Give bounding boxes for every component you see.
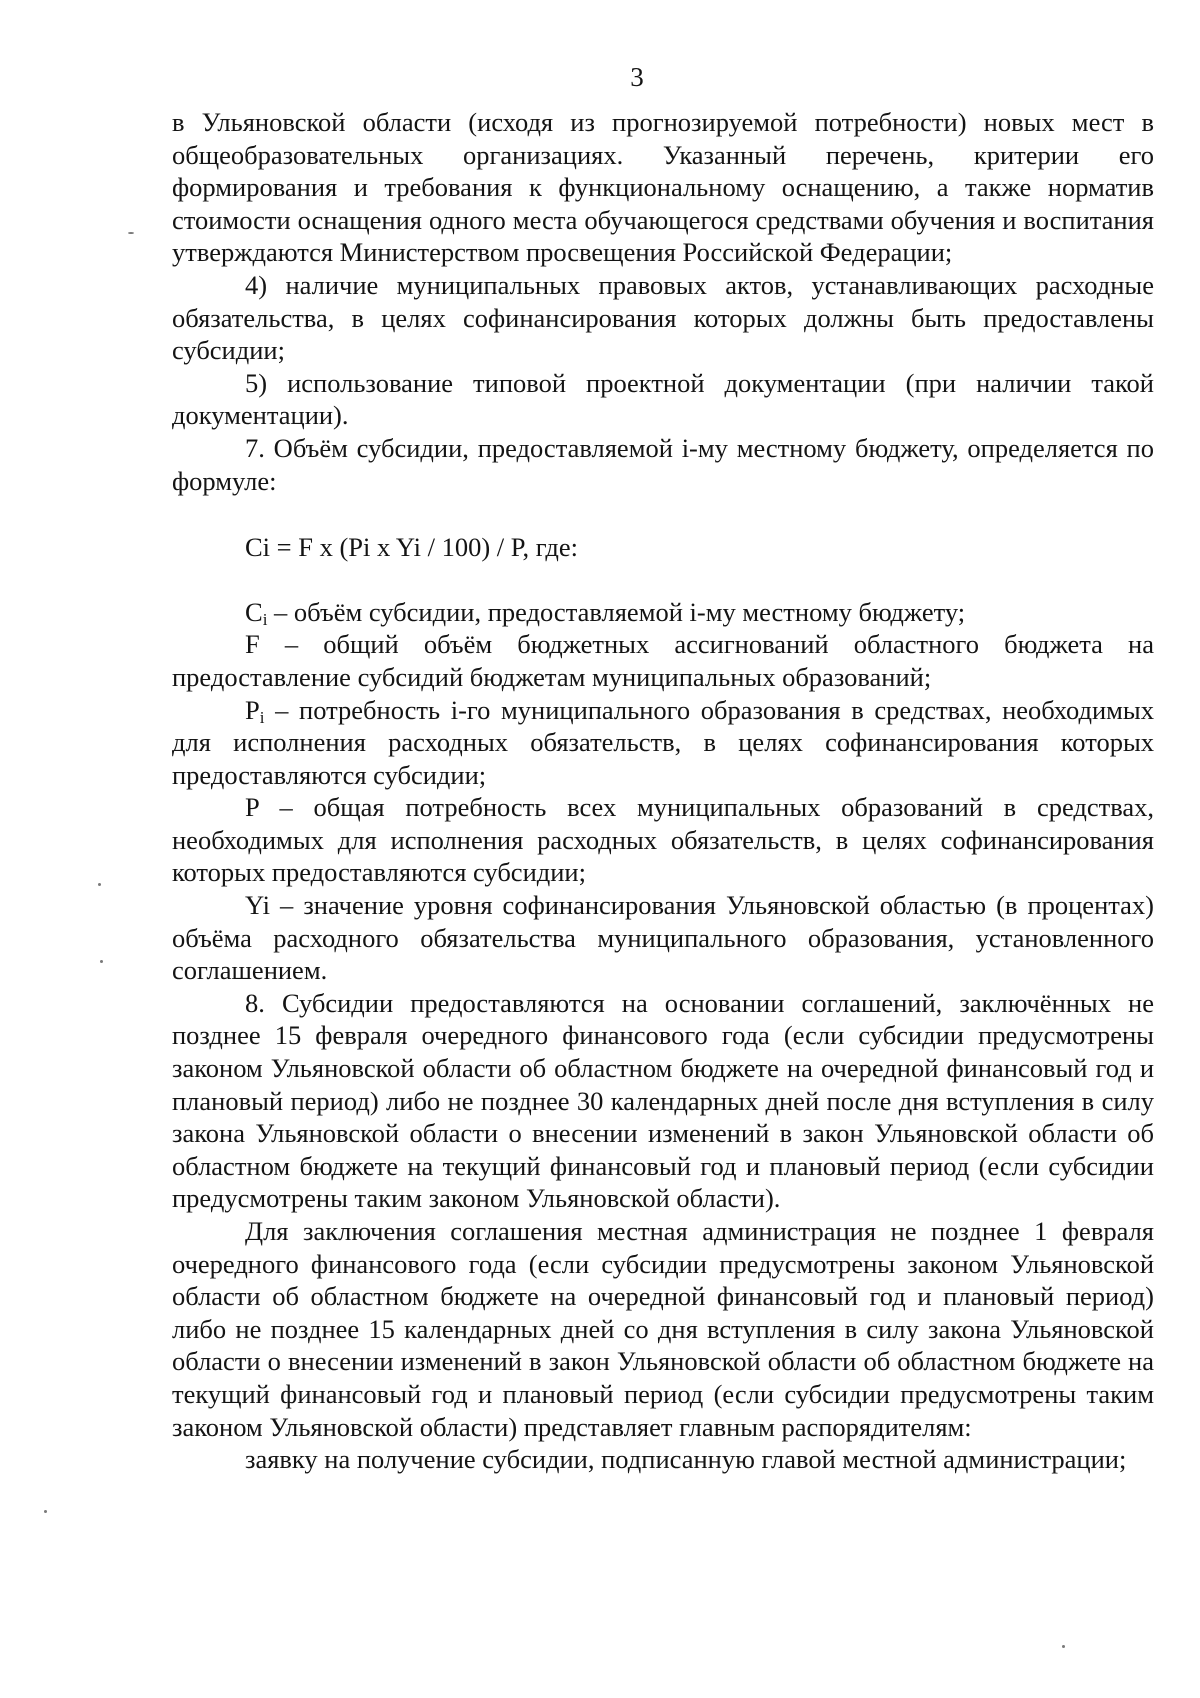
document-body (172, 106, 1154, 1476)
definition-pi-text: – потребность i-го муниципального образования в средствах, необходимых для исполнения расходных обязательств, в целях софинансирования которых предоставляются субсидии; (172, 694, 1154, 790)
paragraph-application-request: заявку на получение субсидии, подписанную главой местной администрации; (245, 1444, 1127, 1475)
definition-yi: Yi – значение уровня софинансирования Ульяновской областью (в процентах) объёма расходного обязательства муниципального образования, установленного соглашением. (172, 890, 1154, 986)
scan-speck (98, 883, 101, 886)
definition-ci (172, 596, 1154, 629)
scan-speck (1062, 1645, 1065, 1648)
subsidy-formula: Ci = F x (Pi x Yi / 100) / P, где: (245, 532, 578, 563)
scan-speck (44, 1510, 47, 1513)
page-number: 3 (630, 62, 644, 92)
paragraph-item-5: 5) использование типовой проектной документации (при наличии такой документации). (172, 367, 1154, 431)
scan-speck (128, 232, 134, 234)
definition-pi (172, 694, 1154, 792)
definition-ci-symbol: C (245, 596, 263, 627)
definition-pi-symbol: P (245, 694, 260, 725)
paragraph-continuation: в Ульяновской области (исходя из прогнозируемой потребности) новых мест в общеобразовательных организациях. Указанный перечень, критерии его формирования и требования к функциональному оснащению, а также норматив стоимости оснащения одного места обучающегося средствами обучения и воспитания утверждаются Министерством просвещения Российской Федерации; (172, 107, 1154, 268)
paragraph-application-procedure: Для заключения соглашения местная администрация не позднее 1 февраля очередного финансового года (если субсидии предусмотрены законом Ульяновской области об областном бюджете на очередной финансовый год и плановый период) либо не позднее 15 календарных дней со дня вступления в силу закона Ульяновской области о внесении изменений в закон Ульяновской области об областном бюджете на текущий финансовый год и плановый период (если субсидии предусмотрены таким законом Ульяновской области) представляет главным распорядителям: (172, 1216, 1154, 1442)
definition-f: F – общий объём бюджетных ассигнований областного бюджета на предоставление субсидий бюджетам муниципальных образований; (172, 629, 1154, 692)
paragraph-clause-7: 7. Объём субсидии, предоставляемой i-му местному бюджету, определяется по формуле: (172, 432, 1154, 496)
definition-ci-text: – объём субсидии, предоставляемой i-му местному бюджету; (267, 596, 966, 627)
definition-pi-subscript: i (259, 707, 265, 727)
definition-ci-subscript: i (262, 609, 268, 629)
paragraph-item-4: 4) наличие муниципальных правовых актов, устанавливающих расходные обязательства, в целях софинансирования которых должны быть предоставлены субсидии; (172, 269, 1154, 366)
scan-speck (100, 960, 103, 963)
paragraph-clause-8: 8. Субсидии предоставляются на основании соглашений, заключённых не позднее 15 февраля очередного финансового года (если субсидии предусмотрены законом Ульяновской области об областном бюджете на очередной финансовый год и плановый период) либо не позднее 30 календарных дней после дня вступления в силу закона Ульяновской области о внесении изменений в закон Ульяновской области об областном бюджете на текущий финансовый год и плановый период (если субсидии предусмотрены таким законом Ульяновской области). (172, 987, 1154, 1214)
definition-p-total: P – общая потребность всех муниципальных образований в средствах, необходимых для исполнения расходных обязательств, в целях софинансирования которых предоставляются субсидии; (172, 792, 1154, 888)
